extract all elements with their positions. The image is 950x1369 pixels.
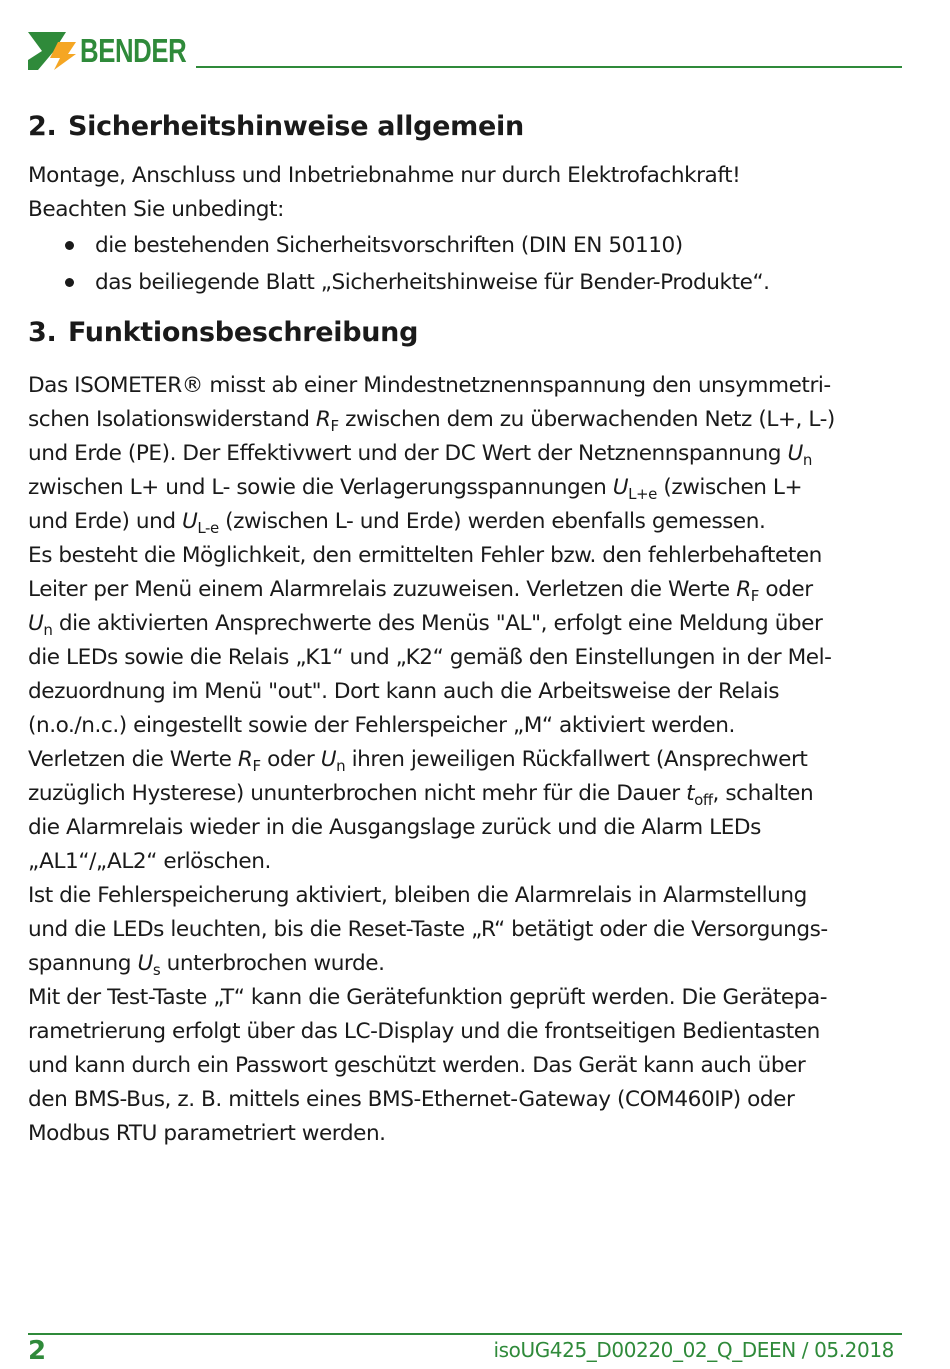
paragraph-line: Ist die Fehlerspeicherung aktiviert, bleiben die Alarmrelais in Alarmstellung [28,883,807,908]
section-title: Funktionsbeschreibung [68,317,419,348]
paragraph-line: Das ISOMETER® misst ab einer Mindestnetznennspannung den unsymmetri- [28,373,831,398]
paragraph-line: „AL1“/„AL2“ erlöschen. [28,849,271,874]
section-3-text [28,369,908,1151]
list-item: die bestehenden Sicherheitsvorschriften (DIN EN 50110) [28,227,908,264]
paragraph-line: die Alarmrelais wieder in die Ausgangslage zurück und die Alarm LEDs [28,815,761,840]
paragraph-line: Mit der Test-Taste „T“ kann die Gerätefunktion geprüft werden. Die Gerätepa- [28,985,828,1010]
paragraph-line: Leiter per Menü einem Alarmrelais zuzuweisen. Verletzen die Werte $R_F$ oder [28,577,813,605]
paragraph-line: und kann durch ein Passwort geschützt werden. Das Gerät kann auch über [28,1053,806,1078]
header-divider [196,66,902,68]
paragraph-line: und die LEDs leuchten, bis die Reset-Taste „R“ betätigt oder die Versorgungs- [28,917,828,942]
page-header [28,30,902,70]
paragraph-line: den BMS-Bus, z. B. mittels eines BMS-Ethernet-Gateway (COM460IP) oder [28,1087,795,1112]
paragraph-line: Beachten Sie unbedingt: [28,197,284,222]
paragraph-line: $U_n$ die aktivierten Ansprechwerte des Menüs "AL", erfolgt eine Meldung über [28,611,823,639]
paragraph-line: spannung $U_s$ unterbrochen wurde. [28,951,385,979]
document-reference: isoUG425_D00220_02_Q_DEEN / 05.2018 [493,1338,894,1362]
paragraph-line: Verletzen die Werte $R_F$ oder $U_n$ ihren jeweiligen Rückfallwert (Ansprechwert [28,747,808,775]
page-number: 2 [28,1336,47,1366]
paragraph-line: dezuordnung im Menü "out". Dort kann auch die Arbeitsweise der Relais [28,679,780,704]
paragraph-line: (n.o./n.c.) eingestellt sowie der Fehlerspeicher „M“ aktiviert werden. [28,713,735,738]
paragraph-line: schen Isolationswiderstand $R_F$ zwischen dem zu überwachenden Netz (L+, L-) [28,407,835,435]
paragraph-line: die LEDs sowie die Relais „K1“ und „K2“ gemäß den Einstellungen in der Mel- [28,645,832,670]
section-3-heading [28,311,908,355]
bender-logo-icon [28,32,76,70]
paragraph-line: zwischen L+ und L- sowie die Verlagerungsspannungen $U_{L+e}$ (zwischen L+ [28,475,803,503]
logo-wordmark: BENDER [80,32,187,69]
paragraph-line: Modbus RTU parametriert werden. [28,1121,386,1146]
section-number: 3. [28,317,57,348]
section-number: 2. [28,111,57,142]
paragraph-line: rametrierung erfolgt über das LC-Display und die frontseitigen Bedientasten [28,1019,820,1044]
paragraph-line: und Erde (PE). Der Effektivwert und der DC Wert der Netznennspannung $U_n$ [28,441,812,469]
paragraph-line: Es besteht die Möglichkeit, den ermittelten Fehler bzw. den fehlerbehafteten [28,543,822,568]
paragraph-line: Montage, Anschluss und Inbetriebnahme nur durch Elektrofachkraft! [28,163,741,188]
section-2-heading [28,105,908,149]
section-title: Sicherheitshinweise allgemein [68,111,524,142]
document-body [28,105,908,1151]
paragraph-line: und Erde) und $U_{L-e}$ (zwischen L- und Erde) werden ebenfalls gemessen. [28,509,766,537]
paragraph-line: zuzüglich Hysterese) ununterbrochen nicht mehr für die Dauer $t_{off}$, schalten [28,781,814,809]
bullet-list [28,227,908,301]
footer-divider [28,1333,902,1335]
list-item: das beiliegende Blatt „Sicherheitshinweise für Bender-Produkte“. [28,264,908,301]
